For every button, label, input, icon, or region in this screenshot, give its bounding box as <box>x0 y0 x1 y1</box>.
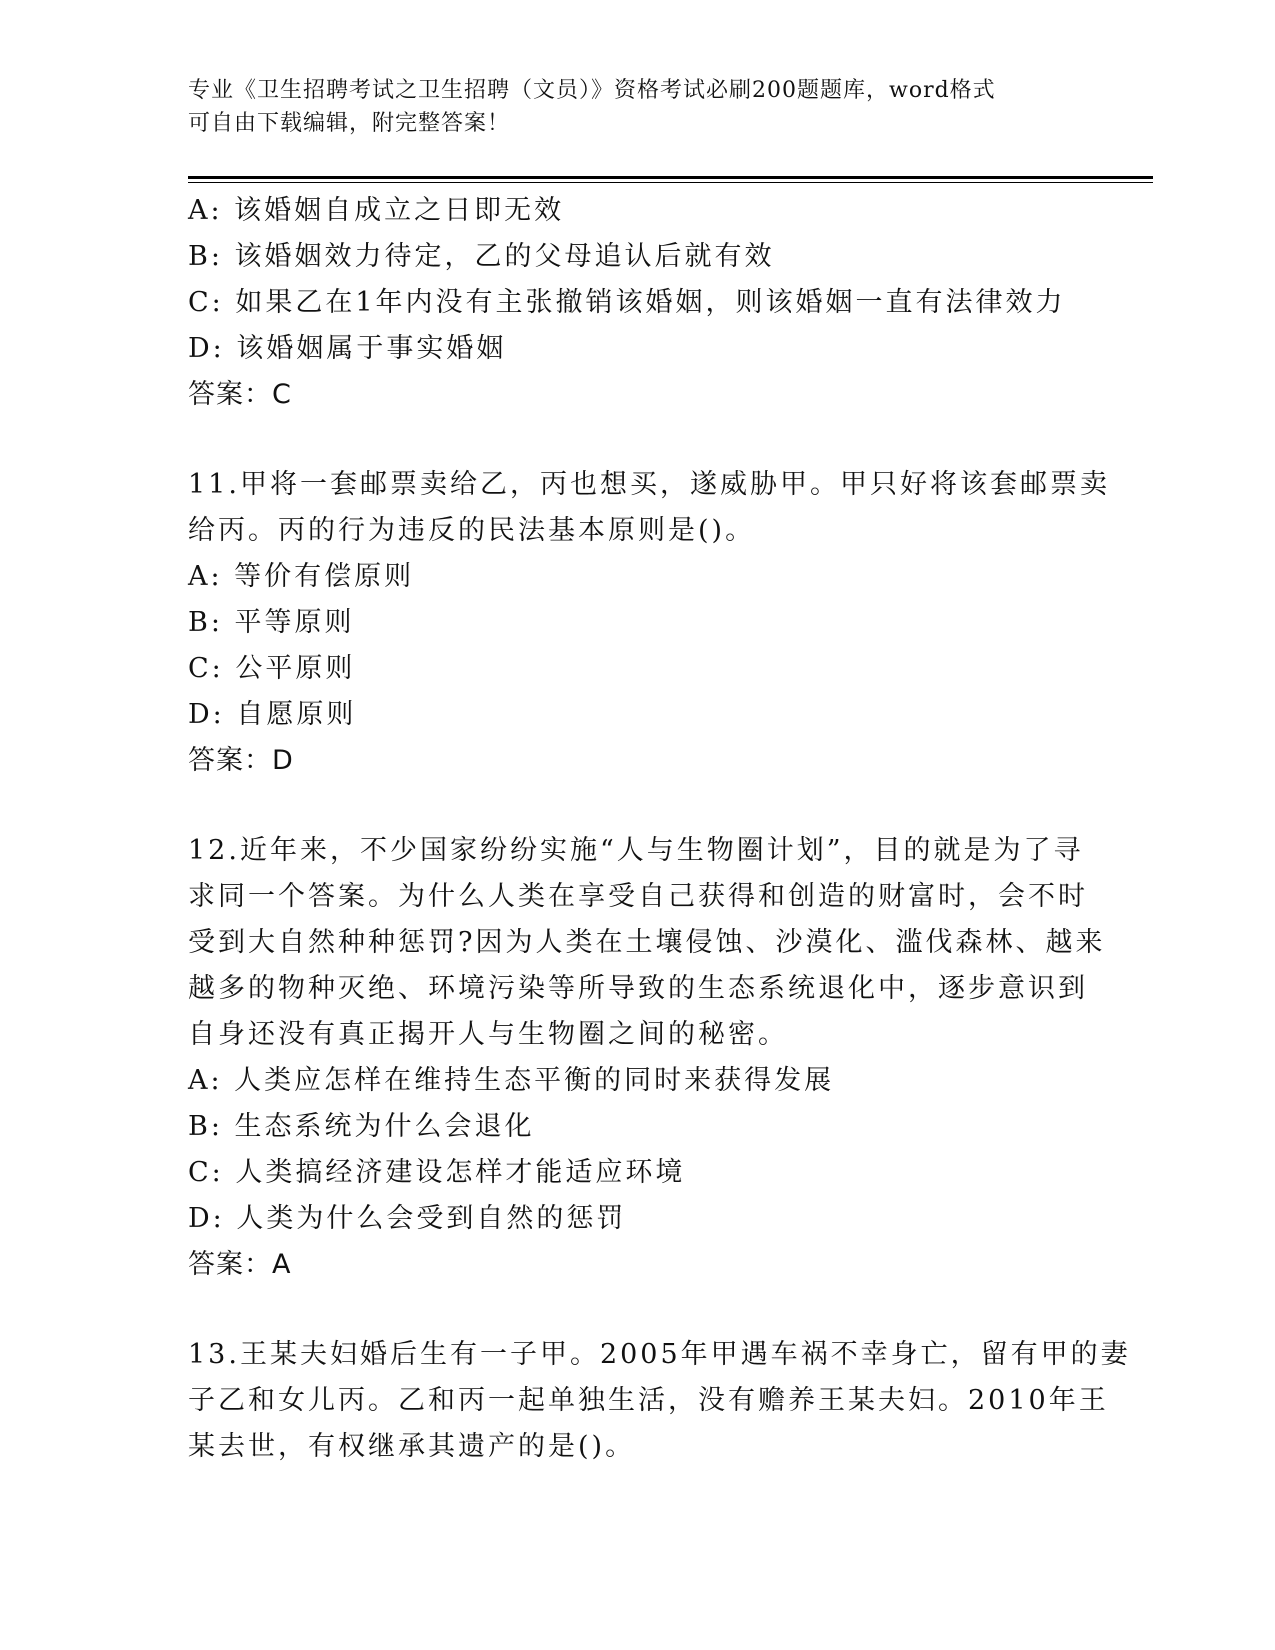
option-a: A: 等价有偿原则 <box>188 561 415 592</box>
question-stem-line: 12.近年来，不少国家纷纷实施“人与生物圈计划”，目的就是为了寻 <box>188 835 1084 866</box>
question-stem-line: 子乙和女儿丙。乙和丙一起单独生活，没有赡养王某夫妇。2010年王 <box>188 1385 1109 1416</box>
header-rule-thin <box>188 182 1153 183</box>
option-b: B: 生态系统为什么会退化 <box>188 1111 535 1142</box>
question-12-block <box>188 828 1106 1288</box>
question-stem-line: 受到大自然种种惩罚?因为人类在土壤侵蚀、沙漠化、滥伐森林、越来 <box>188 927 1106 958</box>
header-line-1: 专业《卫生招聘考试之卫生招聘（文员）》资格考试必刷200题题库，word格式 <box>188 78 996 103</box>
question-stem-line: 某去世，有权继承其遗产的是()。 <box>188 1431 636 1462</box>
answer-line: 答案：C <box>188 379 292 410</box>
option-c: C: 如果乙在1年内没有主张撤销该婚姻，则该婚姻一直有法律效力 <box>188 287 1066 318</box>
question-11-block <box>188 462 1110 784</box>
question-13-block <box>188 1332 1131 1470</box>
header-line-2: 可自由下载编辑，附完整答案！ <box>188 111 511 136</box>
option-b: B: 该婚姻效力待定，乙的父母追认后就有效 <box>188 241 775 272</box>
question-stem-line: 求同一个答案。为什么人类在享受自己获得和创造的财富时，会不时 <box>188 881 1088 912</box>
question-stem-line: 13.王某夫妇婚后生有一子甲。2005年甲遇车祸不幸身亡，留有甲的妻 <box>188 1339 1131 1370</box>
question-stem-line: 自身还没有真正揭开人与生物圈之间的秘密。 <box>188 1019 788 1050</box>
option-a: A: 该婚姻自成立之日即无效 <box>188 195 565 226</box>
option-d: D: 人类为什么会受到自然的惩罚 <box>188 1203 627 1234</box>
answer-line: 答案：A <box>188 1249 292 1280</box>
question-stem-line: 11.甲将一套邮票卖给乙，丙也想买，遂威胁甲。甲只好将该套邮票卖 <box>188 469 1110 500</box>
question-stem-line: 越多的物种灭绝、环境污染等所导致的生态系统退化中，逐步意识到 <box>188 973 1088 1004</box>
option-a: A: 人类应怎样在维持生态平衡的同时来获得发展 <box>188 1065 835 1096</box>
header-rule-thick <box>188 176 1153 179</box>
option-c: C: 公平原则 <box>188 653 356 684</box>
document-header <box>188 74 1088 140</box>
document-body <box>188 188 1131 1470</box>
question-stem-line: 给丙。丙的行为违反的民法基本原则是()。 <box>188 515 756 546</box>
option-c: C: 人类搞经济建设怎样才能适应环境 <box>188 1157 686 1188</box>
option-d: D: 该婚姻属于事实婚姻 <box>188 333 507 364</box>
option-d: D: 自愿原则 <box>188 699 357 730</box>
question-10-block <box>188 188 1088 418</box>
answer-line: 答案：D <box>188 745 294 776</box>
option-b: B: 平等原则 <box>188 607 355 638</box>
